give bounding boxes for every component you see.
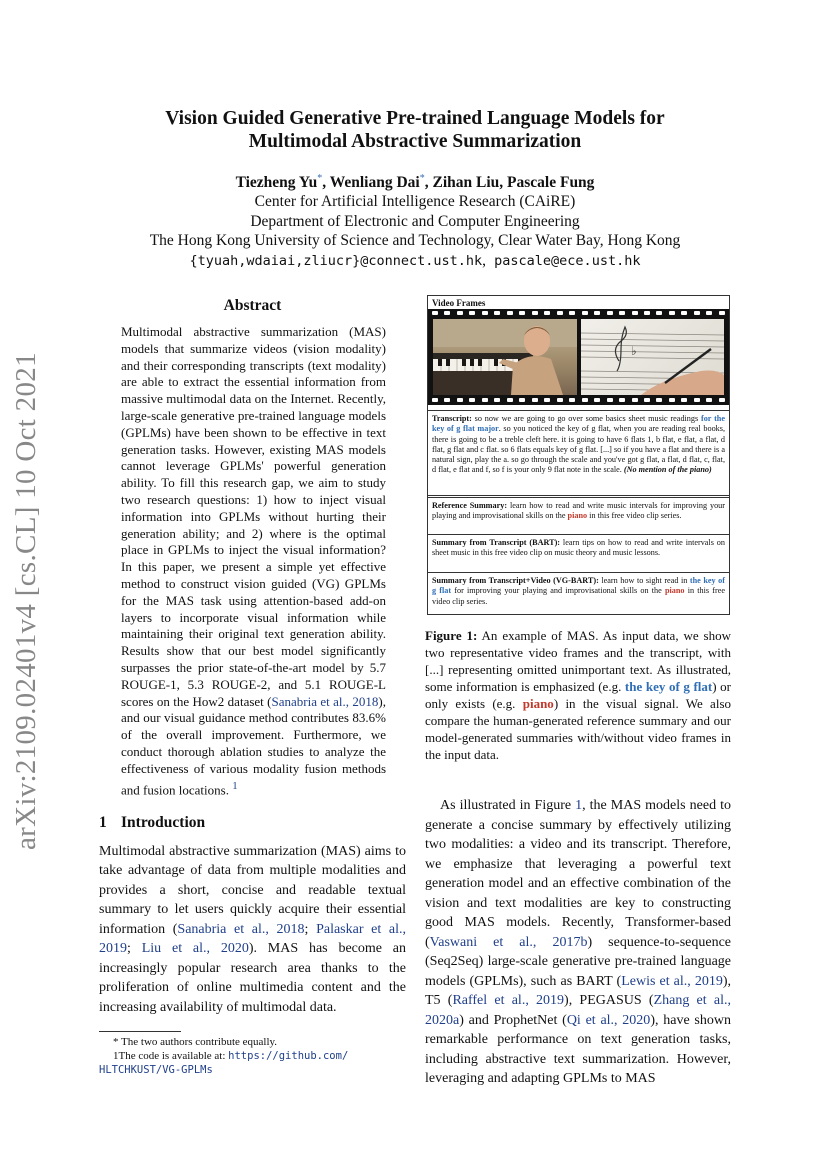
code-link-cont[interactable]: HLTCHKUST/VG-GPLMs (99, 1064, 213, 1076)
section-title: Introduction (121, 813, 206, 831)
sprocket-row-top (432, 311, 725, 316)
video-frames-label: Video Frames (432, 298, 486, 308)
footnote-equal-contribution: * The two authors contribute equally. (113, 1036, 278, 1048)
author-name: Zihan Liu (432, 174, 500, 192)
figure-1 (427, 295, 730, 615)
transcript-text: so now we are going to go over some basics sheet music readings (471, 414, 701, 423)
figure-divider (428, 534, 729, 535)
text-part: Multimodal abstractive summarization (MAS) aims to take advantage of data from multiple modalities and provides a short, concise and readable textual summary to let users quickly acquire their essential information ( (99, 843, 406, 937)
caption-highlight: piano (522, 696, 554, 711)
email-single[interactable]: pascale@ece.ust.hk (494, 252, 641, 269)
vg-bart-highlight: piano (664, 586, 685, 596)
abstract-text (121, 324, 386, 799)
reference-text: learn how to read and write music intervals for improving your playing and improvisational skills on the (432, 501, 725, 521)
affiliation: Center for Artificial Intelligence Research (CAiRE) (254, 193, 576, 211)
sheet-music-image (581, 319, 724, 395)
figure-reference-link[interactable]: 1 (575, 798, 583, 813)
caption-highlight: the key of g flat (624, 679, 713, 694)
section-number: 1 (99, 813, 107, 831)
transcript-note: (No mention of the piano) (623, 465, 712, 475)
author-list: Tiezheng Yu*, Wenliang Dai*, Zihan Liu, Pascale Fung (235, 173, 595, 192)
text-part: ). MAS has become an increasingly popular research area thanks to the proliferation of online multimedia content and the increasing availability of multimodal data. (99, 941, 407, 1015)
sprocket-row-bottom (432, 398, 725, 403)
citation-link[interactable]: Sanabria et al., 2018 (271, 693, 379, 709)
abstract-part: Multimodal abstractive summarization (MAS) models that summarize videos (vision modality) and their corresponding transcripts (text modality) are able to extract the essential information from massive multimodal data on the Internet. Recently, large-scale generative pre-trained language models (GPLMs) have been shown to be effective in text generation tasks. However, existing MAS models cannot leverage GPLMs' powerful generation ability. To fill this research gap, we aim to study two research questions: 1) how to inject visual information into GPLMs without hurting their generation ability; and 2) where is the optimal place in GPLMs to inject the visual information? In this paper, we present a simple yet effective method to construct vision guided (VG) GPLMs for the MAS task using attention-based add-on layers to incorporate visual information while maintaining their original text generation ability. Results show that our best model significantly surpasses the prior state-of-the-art model by 5.7 ROUGE-1, 5.3 ROUGE-2, and 5.1 ROUGE-L scores on the How2 dataset ( (121, 324, 386, 709)
bart-summary-box (428, 536, 729, 561)
vg-bart-text: in this free video clip series. (432, 586, 726, 606)
transcript-label: Transcript: (432, 414, 472, 423)
abstract-part: ), and our visual guidance method contributes 83.6% of the overall improvement. Furthermore, we conduct thorough ablation studies to analyze the effectiveness of various modality fusion methods and fusion locations. (121, 693, 386, 797)
title-line-1: Vision Guided Generative Pre-trained Language Models for (165, 108, 665, 129)
abstract-heading: Abstract (223, 297, 282, 314)
footnote-mark[interactable]: 1 (232, 779, 238, 792)
video-frame-piano-player (433, 319, 577, 395)
introduction-paragraph (99, 842, 406, 1018)
footnote-code-cont (99, 1063, 406, 1077)
caption-label: Figure 1: (425, 628, 478, 643)
equal-contribution-mark[interactable]: * (419, 173, 425, 184)
left-column (99, 296, 406, 1017)
transcript-text: . so you noticed the key of g flat, when you are reading real books, there is going to be a treble cleft here. it is going to have 6 flats 1, b flat, e flat, a flat, d flat, g flat and c flat. so 6 flats equals key of g flat. [...] so if you have a flat and there is a natural sign, play the a. so go through the scale and you've got g flat, a flat, d flat, c, flat, d flat, e flat and f, so f is your only 9 flat note in the scale. (432, 424, 725, 475)
vg-bart-text: for improving your playing and improvisational skills on the (451, 586, 665, 596)
figure-divider (428, 572, 729, 573)
video-frame-sheet-music (581, 319, 724, 395)
title-block (100, 107, 730, 271)
citation-link[interactable]: Zhang et al., 2020a (425, 993, 731, 1028)
affiliation: Department of Electronic and Computer Engineering (250, 212, 580, 230)
svg-text:♭: ♭ (631, 344, 637, 358)
paper-title (100, 107, 730, 153)
figure-divider (428, 410, 729, 411)
arxiv-identifier: arXiv:2109.02401v4 [cs.CL] 10 Oct 2021 (10, 352, 42, 850)
text-part: ), PEGASUS ( (564, 993, 654, 1008)
citation-link[interactable]: Liu et al., 2020 (141, 941, 249, 957)
footnote-text: 1The code is available at: (113, 1050, 226, 1062)
email-separator: , (482, 251, 487, 269)
footnote-code (99, 1049, 406, 1063)
figure-caption-block (425, 627, 731, 763)
citation-link[interactable]: Vaswani et al., 2017b (429, 934, 588, 950)
email-group[interactable]: {tyuah,wdaiai,zliucr}@connect.ust.hk (189, 252, 483, 269)
caption-text: ) in the visual signal. We also compare the human-generated reference summary and our model-generated summaries with/without video frames in the input data. (425, 696, 731, 762)
text-part: , the MAS models need to generate a concise summary by effectively utilizing two modalities: a video and its transcript. Therefore, we emphasize that leveraging a powerful text generation model and an effective combination of the vision and text modalities are key to constructing good MAS models. Recently, Transformer-based ( (425, 798, 731, 950)
figure-caption (425, 627, 731, 763)
author-emails (100, 251, 730, 271)
text-part: ; (304, 921, 317, 937)
equal-contribution-mark[interactable]: * (317, 173, 323, 184)
citation-link[interactable]: Qi et al., 2020 (566, 1012, 651, 1028)
bart-text: learn tips on how to read and write intervals on sheet music in this free video clip on music theory and music lessons. (432, 538, 725, 558)
film-strip (428, 309, 729, 405)
footnotes (99, 1031, 406, 1077)
introduction-paragraph-2 (425, 796, 731, 1089)
citation-link[interactable]: Raffel et al., 2019 (452, 993, 565, 1008)
code-link[interactable]: https://github.com/ (228, 1050, 349, 1062)
citation-link[interactable]: Lewis et al., 2019 (621, 973, 723, 989)
vg-bart-label: Summary from Transcript+Video (VG-BART): (432, 576, 599, 585)
text-part: As illustrated in Figure (440, 798, 576, 813)
reference-label: Reference Summary: (432, 501, 508, 510)
affiliation: The Hong Kong University of Science and Technology, Clear Water Bay, Hong Kong (149, 232, 681, 250)
vg-bart-summary-box (428, 574, 729, 609)
piano-player-image (433, 319, 577, 395)
text-part: ) sequence-to-sequence (Seq2Seq) large-scale generative pre-trained language models (GPLMs), such as BART ( (425, 934, 731, 989)
vg-bart-highlight: the key of g flat (432, 576, 726, 596)
author-name: Pascale Fung (507, 174, 595, 192)
bart-label: Summary from Transcript (BART): (432, 538, 561, 547)
reference-summary-box (428, 499, 729, 524)
reference-highlight: piano (567, 511, 588, 521)
text-part: ), T5 ( (425, 973, 732, 1008)
text-part: ), have shown remarkable performance on text generation tasks, including abstractive text summarization. However, leveraging and adapting GPLMs to MAS (425, 1012, 731, 1086)
caption-text: An example of MAS. As input data, we show two representative video frames and the transcript, with [...] representing omitted unimportant text. As illustrated, some information is emphasized (e.g. (425, 628, 732, 694)
figure-divider (428, 495, 729, 498)
citation-link[interactable]: Sanabria et al., 2018 (177, 921, 305, 937)
text-part: ) and ProphetNet ( (459, 1012, 567, 1028)
transcript-highlight: for the key of g flat major (432, 414, 725, 434)
footnote-rule (99, 1031, 181, 1032)
title-line-2: Multimodal Abstractive Summarization (248, 131, 582, 152)
text-part: ; (127, 941, 142, 957)
vg-bart-text: learn how to sight read in (598, 576, 690, 585)
author-name: Tiezheng Yu (235, 174, 318, 192)
reference-text: in this free video clip series. (587, 511, 682, 521)
transcript-box (428, 412, 729, 478)
section-heading-introduction (99, 813, 406, 833)
author-name: Wenliang Dai (329, 174, 420, 192)
caption-text: ) or only exists (e.g. (425, 679, 731, 711)
citation-link[interactable]: Palaskar et al., 2019 (99, 921, 407, 957)
